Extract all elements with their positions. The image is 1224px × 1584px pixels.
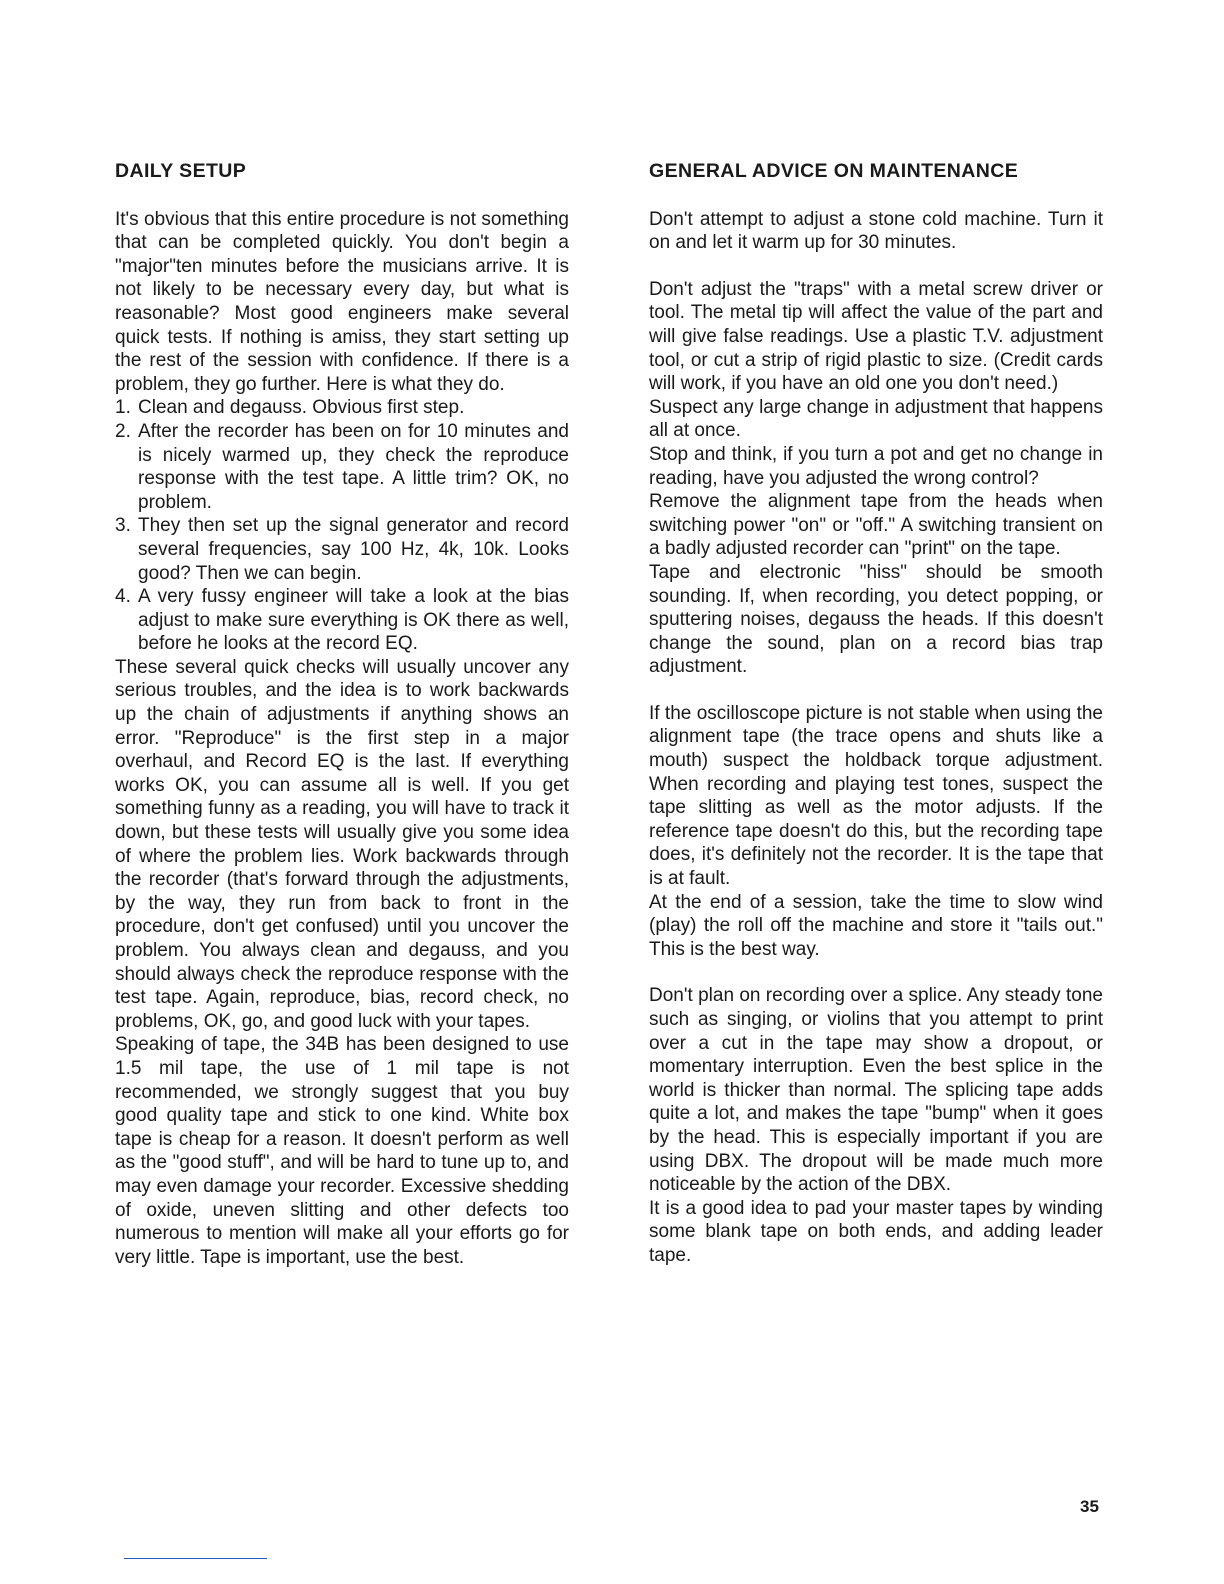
page-number: 35 bbox=[1080, 1497, 1099, 1516]
list-item: 1. Clean and degauss. Obvious first step. bbox=[115, 397, 465, 419]
list-item: 2. After the recorder has been on for 10 minutes and is nicely warmed up, they check the reproduce response with the test tape. A little trim? OK, no problem. bbox=[115, 420, 569, 513]
list-item: 4. A very fussy engineer will take a look at the bias adjust to make sure everything is OK there as well, before he looks at the record EQ. bbox=[115, 586, 569, 655]
large-change-paragraph: Suspect any large change in adjustment that happens all at once. bbox=[649, 396, 1103, 442]
daily-setup-heading: DAILY SETUP bbox=[115, 160, 247, 182]
hiss-paragraph: Tape and electronic "hiss" should be smooth sounding. If, when recording, you detect popping, or sputtering noises, degauss the heads. If this doesn't change the sound, plan on a record bias trap adjustment. bbox=[649, 561, 1103, 678]
warm-up-paragraph: Don't attempt to adjust a stone cold machine. Turn it on and let it warm up for 30 minutes. bbox=[649, 208, 1103, 254]
list-item: 3. They then set up the signal generator and record several frequencies, say 100 Hz, 4k, 10k. Looks good? Then we can begin. bbox=[115, 515, 569, 584]
tape-paragraph: Speaking of tape, the 34B has been designed to use 1.5 mil tape, the use of 1 mil tape is not recommended, we strongly suggest that you buy good quality tape and stick to one kind. White box tape is cheap for a reason. It doesn't perform as well as the "good stuff", and will be hard to tune up to, and may even damage your recorder. Excessive shedding of oxide, uneven slitting and other defects too numerous to mention will make all your efforts go for very little. Tape is important, use the best. bbox=[115, 1034, 569, 1268]
splice-paragraph: Don't plan on recording over a splice. Any steady tone such as singing, or violins that you attempt to print over a cut in the tape may show a dropout, or momentary interruption. Even the best splice in the world is thicker than normal. The splicing tape adds quite a lot, and makes the tape "bump" when it goes by the head. This is especially important if you are using DBX. The dropout will be made much more noticeable by the action of the DBX. bbox=[649, 985, 1103, 1196]
tails-out-paragraph: At the end of a session, take the time to slow wind (play) the roll off the machine and store it "tails out." This is the best way. bbox=[649, 891, 1103, 960]
left-column bbox=[115, 160, 569, 1269]
setup-steps-list bbox=[115, 396, 569, 656]
master-tapes-paragraph: It is a good idea to pad your master tapes by winding some blank tape on both ends, and adding leader tape. bbox=[649, 1197, 1103, 1266]
footer-rule bbox=[124, 1558, 267, 1559]
traps-paragraph: Don't adjust the "traps" with a metal screw driver or tool. The metal tip will affect the value of the part and will give false readings. Use a plastic T.V. adjustment tool, or cut a strip of rigid plastic to size. (Credit cards will work, if you have an old one you don't need.) bbox=[649, 278, 1103, 395]
intro-paragraph: It's obvious that this entire procedure is not something that can be completed quickly. You don't begin a "major"ten minutes before the musicians arrive. It is not likely to be necessary every day, but what is reasonable? Most good engineers make several quick tests. If nothing is amiss, they start setting up the rest of the session with confidence. If there is a problem, they go further. Here is what they do. bbox=[115, 208, 569, 395]
right-column bbox=[649, 160, 1103, 1268]
alignment-tape-paragraph: Remove the alignment tape from the heads when switching power "on" or "off." A switching transient on a badly adjusted recorder can "print" on the tape. bbox=[649, 491, 1103, 560]
stop-think-paragraph: Stop and think, if you turn a pot and get no change in reading, have you adjusted the wrong control? bbox=[649, 443, 1103, 489]
oscilloscope-paragraph: If the oscilloscope picture is not stable when using the alignment tape (the trace opens and shuts like a mouth) suspect the holdback torque adjustment. When recording and playing test tones, suspect the tape slitting as well as the motor adjusts. If the reference tape doesn't do this, but the recording tape does, it's definitely not the recorder. It is the tape that is at fault. bbox=[649, 702, 1103, 890]
quick-checks-paragraph: These several quick checks will usually uncover any serious troubles, and the idea is to work backwards up the chain of adjustments if anything shows an error. "Reproduce" is the first step in a major overhaul, and Record EQ is the last. If everything works OK, you can assume all is well. If you get something funny as a reading, you will have to track it down, but these tests will usually give you some idea of where the problem lies. Work backwards through the recorder (that's forward through the adjustments, by the way, they run from back to front in the procedure, don't get confused) until you uncover the problem. You always clean and degauss, and you should always check the reproduce response with the test tape. Again, reproduce, bias, record check, no problems, OK, go, and good luck with your tapes. bbox=[115, 656, 569, 1032]
maintenance-heading: GENERAL ADVICE ON MAINTENANCE bbox=[649, 160, 1019, 182]
